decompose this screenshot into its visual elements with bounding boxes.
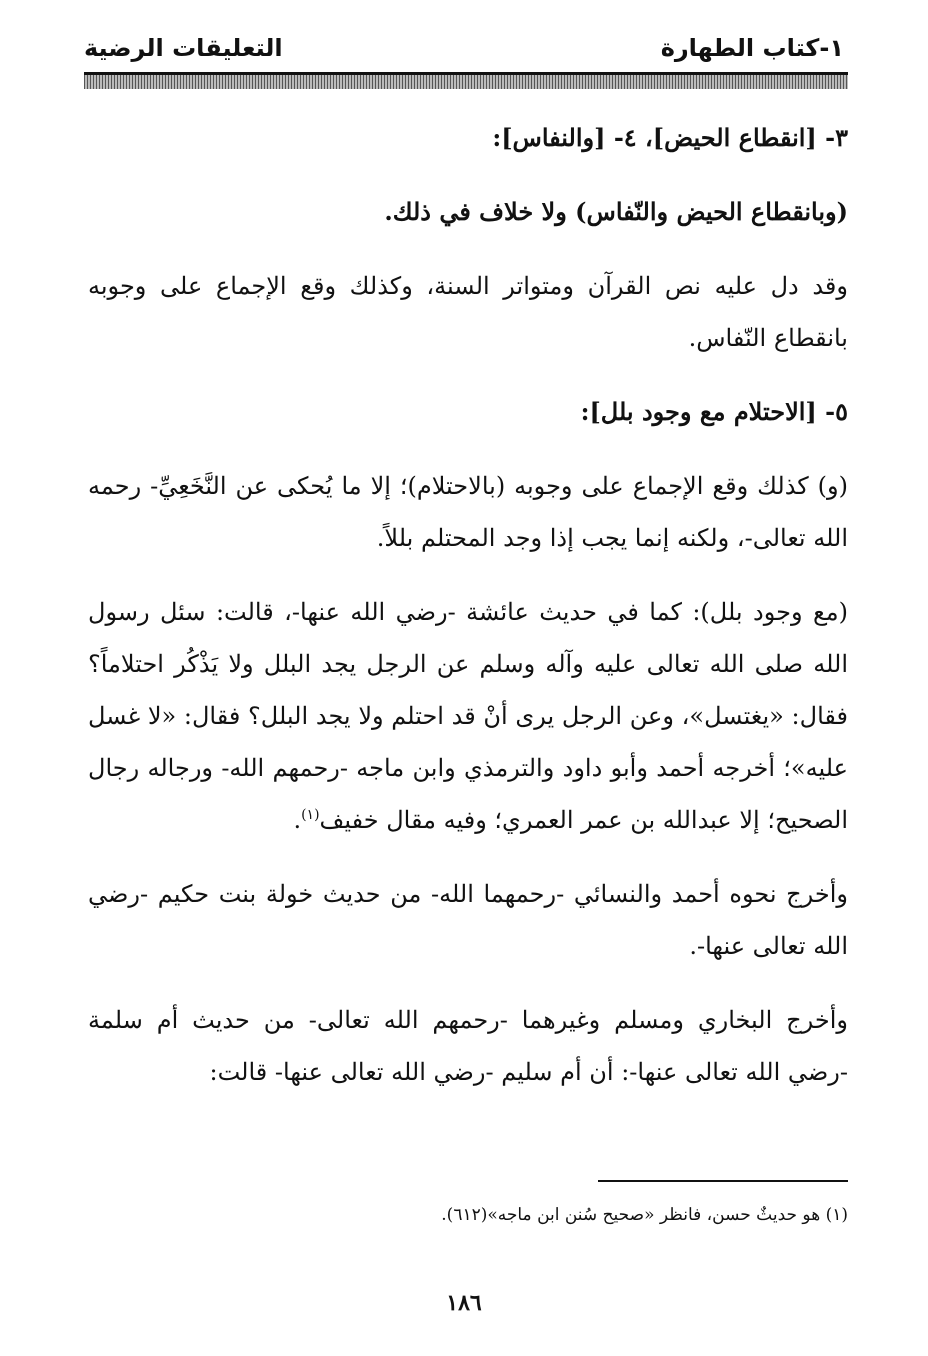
section-heading-5: ٥- [الاحتلام مع وجود بلل]: (580, 397, 848, 426)
commentary-paragraph-4: وأخرج نحوه أحمد والنسائي -رحمهما الله- من حديث خولة بنت حكيم -رضي الله تعالى عنها-. (88, 880, 848, 960)
body-text (88, 112, 848, 1120)
footnote-text: (١) هو حديثٌ حسن، فانظر «صحيح سُنن ابن ماجه»(٦١٢). (441, 1205, 848, 1225)
header-chapter-title: ١-كتاب الطهارة (660, 34, 844, 62)
commentary-paragraph-3 (88, 586, 848, 846)
commentary-paragraph-1: وقد دل عليه نص القرآن ومتواتر السنة، وكذلك وقع الإجماع على وجوبه بانقطاع النّفاس. (88, 272, 848, 352)
footnote-rule (598, 1180, 848, 1182)
running-header (84, 30, 844, 66)
page-number: ١٨٦ (446, 1290, 482, 1316)
section-heading-3-4: ٣- [انقطاع الحيض]، ٤- [والنفاس]: (492, 123, 848, 152)
footnote-ref[interactable]: (١) (301, 807, 320, 823)
commentary-paragraph-5: وأخرج البخاري ومسلم وغيرهما -رحمهم الله تعالى- من حديث أم سلمة -رضي الله تعالى عنها-: أن أم سليم -رضي الله تعالى عنها- قالت: (88, 1006, 848, 1086)
paragraph-end: . (293, 806, 302, 834)
header-rule (84, 72, 848, 89)
paragraph-text: (مع وجود بلل): كما في حديث عائشة -رضي الله عنها-، قالت: سئل رسول الله صلى الله تعالى عليه وآله وسلم عن الرجل يجد البلل ولا يَذْكُر احتلاماً؟ فقال: «يغتسل»، وعن الرجل يرى أنْ قد احتلم ولا يجد البلل؟ فقال: «لا غسل عليه»؛ أخرجه أحمد وأبو داود والترمذي وابن ماجه -رحمهم الله- ورجاله رجال الصحيح؛ إلا عبدالله بن عمر العمري؛ وفيه مقال خفيف (88, 598, 848, 834)
commentary-paragraph-2: (و) كذلك وقع الإجماع على وجوبه (بالاحتلام)؛ إلا ما يُحكى عن النَّخَعِيِّ- رحمه الله تعالى-، ولكنه إنما يجب إذا وجد المحتلم بللاً. (88, 472, 848, 552)
matn-paragraph-1: (وبانقطاع الحيض والنّفاس) ولا خلاف في ذلك. (384, 197, 848, 226)
header-book-title: التعليقات الرضية (84, 34, 283, 62)
